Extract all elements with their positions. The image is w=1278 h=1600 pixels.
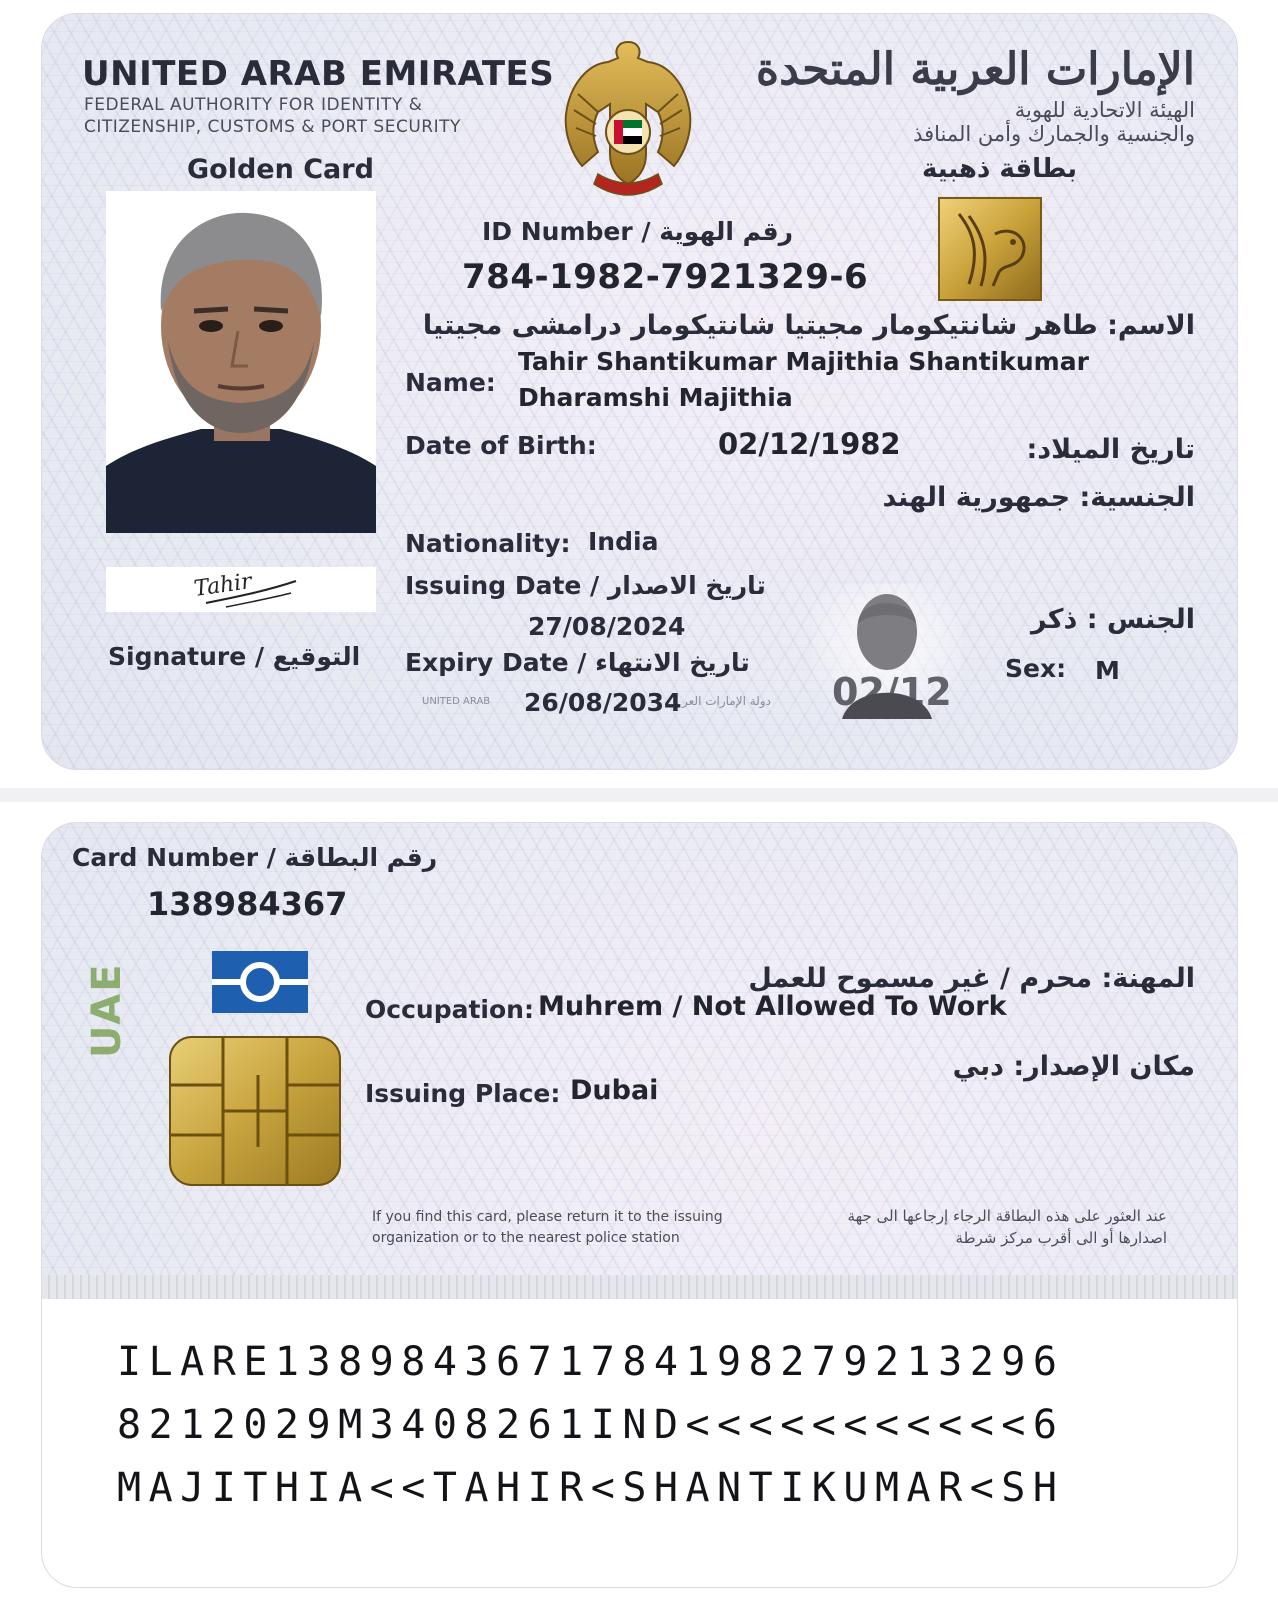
signature-scribble: Tahir	[192, 569, 254, 602]
authority-ar	[913, 98, 1195, 146]
nationality-value: India	[588, 527, 659, 556]
country-name-en: UNITED ARAB EMIRATES	[82, 54, 555, 94]
return-note-en-line1: If you find this card, please return it to the issuing	[372, 1209, 723, 1225]
issuing-place-ar: مكان الإصدار: دبي	[952, 1051, 1195, 1082]
name-line1: Tahir Shantikumar Majithia Shantikumar	[518, 347, 1089, 376]
card-back	[41, 822, 1238, 1588]
card-type-en: Golden Card	[187, 154, 374, 185]
country-name-ar: الإمارات العربية المتحدة	[756, 44, 1195, 95]
return-note-ar-line1: عند العثور على هذه البطاقة الرجاء إرجاعها الى جهة	[847, 1207, 1167, 1225]
mrz-strip	[42, 1275, 1237, 1301]
name-label: Name:	[405, 368, 496, 397]
authority-ar-line2: والجنسية والجمارك وأمن المنافذ	[913, 122, 1195, 146]
nationality-label: Nationality:	[405, 529, 571, 558]
ghost-date: 02/12	[832, 670, 952, 714]
dob-label-ar: تاريخ الميلاد:	[1026, 434, 1195, 465]
signature-box	[106, 567, 376, 612]
microtext-left: UNITED ARAB	[422, 696, 491, 707]
dob-label: Date of Birth:	[405, 431, 597, 460]
card-number-label: Card Number / رقم البطاقة	[72, 843, 438, 872]
return-note-en	[372, 1207, 723, 1249]
issuing-date-label: Issuing Date / تاريخ الاصدار	[405, 571, 766, 600]
expiry-date-label: Expiry Date / تاريخ الانتهاء	[405, 648, 750, 677]
return-note-en-line2: organization or to the nearest police station	[372, 1230, 680, 1246]
signature-label: Signature / التوقيع	[108, 642, 361, 671]
mrz-zone	[42, 1299, 1237, 1587]
authority-ar-line1: الهيئة الاتحادية للهوية	[1014, 98, 1195, 122]
expiry-date-value: 26/08/2034	[524, 688, 682, 717]
mrz-line-3: MAJITHIA<<TAHIR<SHANTIKUMAR<SH	[117, 1465, 1065, 1511]
authority-en-line1: FEDERAL AUTHORITY FOR IDENTITY &	[84, 95, 423, 115]
card-separator	[0, 788, 1278, 802]
sex-label: Sex:	[1005, 654, 1067, 683]
ghost-photo	[812, 584, 962, 719]
golden-falcon-icon	[935, 194, 1045, 304]
portrait-photo	[106, 191, 376, 533]
name-ar: الاسم: طاهر شانتيكومار مجيتيا شانتيكومار درامشى مجيتيا	[422, 310, 1195, 341]
occupation-value: Muhrem / Not Allowed To Work	[538, 991, 1007, 1022]
occupation-label: Occupation:	[365, 995, 534, 1024]
nationality-ar: الجنسية: جمهورية الهند	[882, 482, 1195, 513]
sex-value: M	[1095, 656, 1120, 685]
occupation-ar: المهنة: محرم / غير مسموح للعمل	[748, 963, 1195, 994]
issuing-place-label: Issuing Place:	[365, 1079, 561, 1108]
smart-chip-icon	[168, 1035, 342, 1187]
authority-en	[84, 94, 461, 138]
card-type-ar: بطاقة ذهبية	[921, 154, 1077, 184]
signature-stroke	[106, 567, 376, 612]
flag-mark-icon	[212, 951, 308, 1013]
dob-value: 02/12/1982	[718, 427, 901, 461]
uae-emblem-icon	[558, 34, 698, 204]
name-line2: Dharamshi Majithia	[518, 383, 793, 412]
microtext-right: دولة الإمارات العر	[682, 694, 771, 708]
card-number-value: 138984367	[147, 885, 348, 923]
mrz-line-2: 8212029M3408261IND<<<<<<<<<<<6	[117, 1402, 1065, 1448]
issuing-date-value: 27/08/2024	[528, 612, 686, 641]
uae-vertical-text: UAE	[84, 962, 130, 1058]
authority-en-line2: CITIZENSHIP, CUSTOMS & PORT SECURITY	[84, 117, 461, 137]
portrait-photo-image	[106, 191, 376, 533]
id-number-value: 784-1982-7921329-6	[462, 257, 869, 297]
card-front	[41, 13, 1238, 770]
issuing-place-value: Dubai	[570, 1075, 659, 1106]
return-note-ar	[848, 1205, 1167, 1249]
mrz-line-1: ILARE1389843671784198279213296	[117, 1339, 1065, 1385]
sex-ar: الجنس : ذكر	[1031, 604, 1195, 635]
id-number-label: ID Number / رقم الهوية	[482, 217, 794, 246]
return-note-ar-line2: اصدارها أو الى أقرب مركز شرطة	[955, 1229, 1167, 1247]
